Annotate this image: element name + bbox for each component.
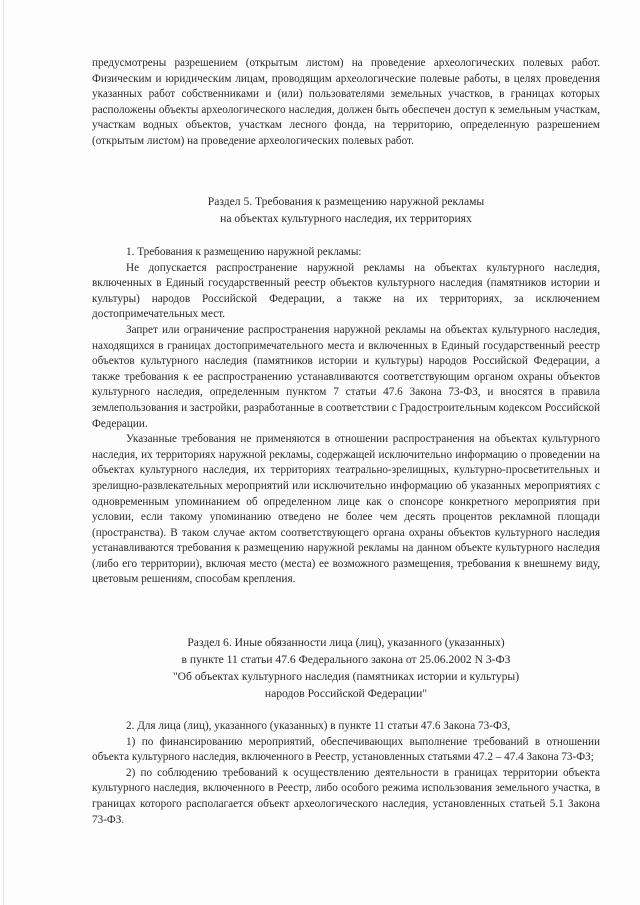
scan-edge-line [3, 0, 4, 905]
section5-body [92, 245, 600, 588]
section6-subitem1: 1) по финансированию мероприятий, обеспечивающих выполнение требований в отношении объекта культурного наследия, включенного в Реестр, установленных статьями 47.2 – 47.4 Закона 73-ФЗ; [92, 735, 600, 764]
section5-title-line2: на объектах культурного наследия, их территориях [220, 212, 472, 225]
section5-paragraph3: Указанные требования не применяются в отношении распространения на объектах культурного наследия, их территориях наружной рекламы, содержащей исключительно информацию о проведении на объектах культурного наследия, их территориях театрально-зрелищных, культурно-просветительных и зрелищно-развлекательных мероприятий или исключительно информацию об указанных мероприятиях с одновременным упоминанием об определенном лице как о спонсоре конкретного мероприятия при условии, если такому упоминанию отведено не более чем десять процентов рекламной площади (пространства). В таком случае актом соответствующего органа охраны объектов культурного наследия устанавливаются требования к размещению наружной рекламы на данном объекте культурного наследия (либо его территории), включая место (места) ее возможного размещения, требования к внешнему виду, цветовым решениям, способам крепления. [92, 433, 600, 586]
section6-title-line3: "Об объектах культурного наследия (памятниках истории и культуры) [172, 670, 520, 683]
section6-body [92, 719, 600, 828]
section6-subitem2: 2) по соблюдению требований к осуществлению деятельности в границах территории объекта культурного наследия, включенного в Реестр, либо особого режима использования земельного участка, в границах которого располагается объект археологического наследия, установленных статьей 5.1 Закона 73-ФЗ. [92, 766, 600, 826]
section5-heading [92, 193, 600, 227]
section5-title-line1: Раздел 5. Требования к размещению наружной рекламы [207, 195, 485, 208]
intro-paragraph: предусмотрены разрешением (открытым листом) на проведение археологических полевых работ. Физическим и юридическим лицам, проводящим археологические полевые работы, в целях проведения указанных работ собственниками и (или) пользователями земельных участков, в границах которых расположены объекты археологического наследия, должен быть обеспечен доступ к земельным участкам, участкам водных объектов, участкам лесного фонда, на территорию, определенную разрешением (открытым листом) на проведение археологических полевых работ. [92, 57, 600, 147]
section5-item1-heading: 1. Требования к размещению наружной рекламы: [126, 246, 362, 258]
section5-paragraph1: Не допускается распространение наружной рекламы на объектах культурного наследия, включенных в Единый государственный реестр объектов культурного наследия (памятников истории и культуры) народов Российской Федерации, а также на их территориях, за исключением достопримечательных мест. [92, 261, 600, 321]
intro-paragraph-block [92, 56, 600, 150]
section6-title-line1: Раздел 6. Иные обязанности лица (лиц), указанного (указанных) [187, 636, 505, 649]
section6-title-line4: народов Российской Федерации" [264, 687, 428, 700]
section5-paragraph2: Запрет или ограничение распространения наружной рекламы на объектах культурного наследия, находящихся в границах достопримечательного места и включенных в Единый государственный реестр объектов культурного наследия (памятников истории и культуры) народов Российской Федерации, а также требования к ее распространению устанавливаются соответствующим органом охраны объектов культурного наследия, определенным пунктом 7 статьи 47.6 Закона 73-ФЗ, и вносятся в правила землепользования и застройки, разработанные в соответствии с Градостроительным кодексом Российской Федерации. [92, 323, 600, 430]
section6-title-line2: в пункте 11 статьи 47.6 Федерального закона от 25.06.2002 N 3-ФЗ [181, 653, 511, 666]
section6-item2-heading: 2. Для лица (лиц), указанного (указанных) в пункте 11 статьи 47.6 Закона 73-ФЗ, [126, 720, 511, 732]
section6-heading [92, 634, 600, 702]
